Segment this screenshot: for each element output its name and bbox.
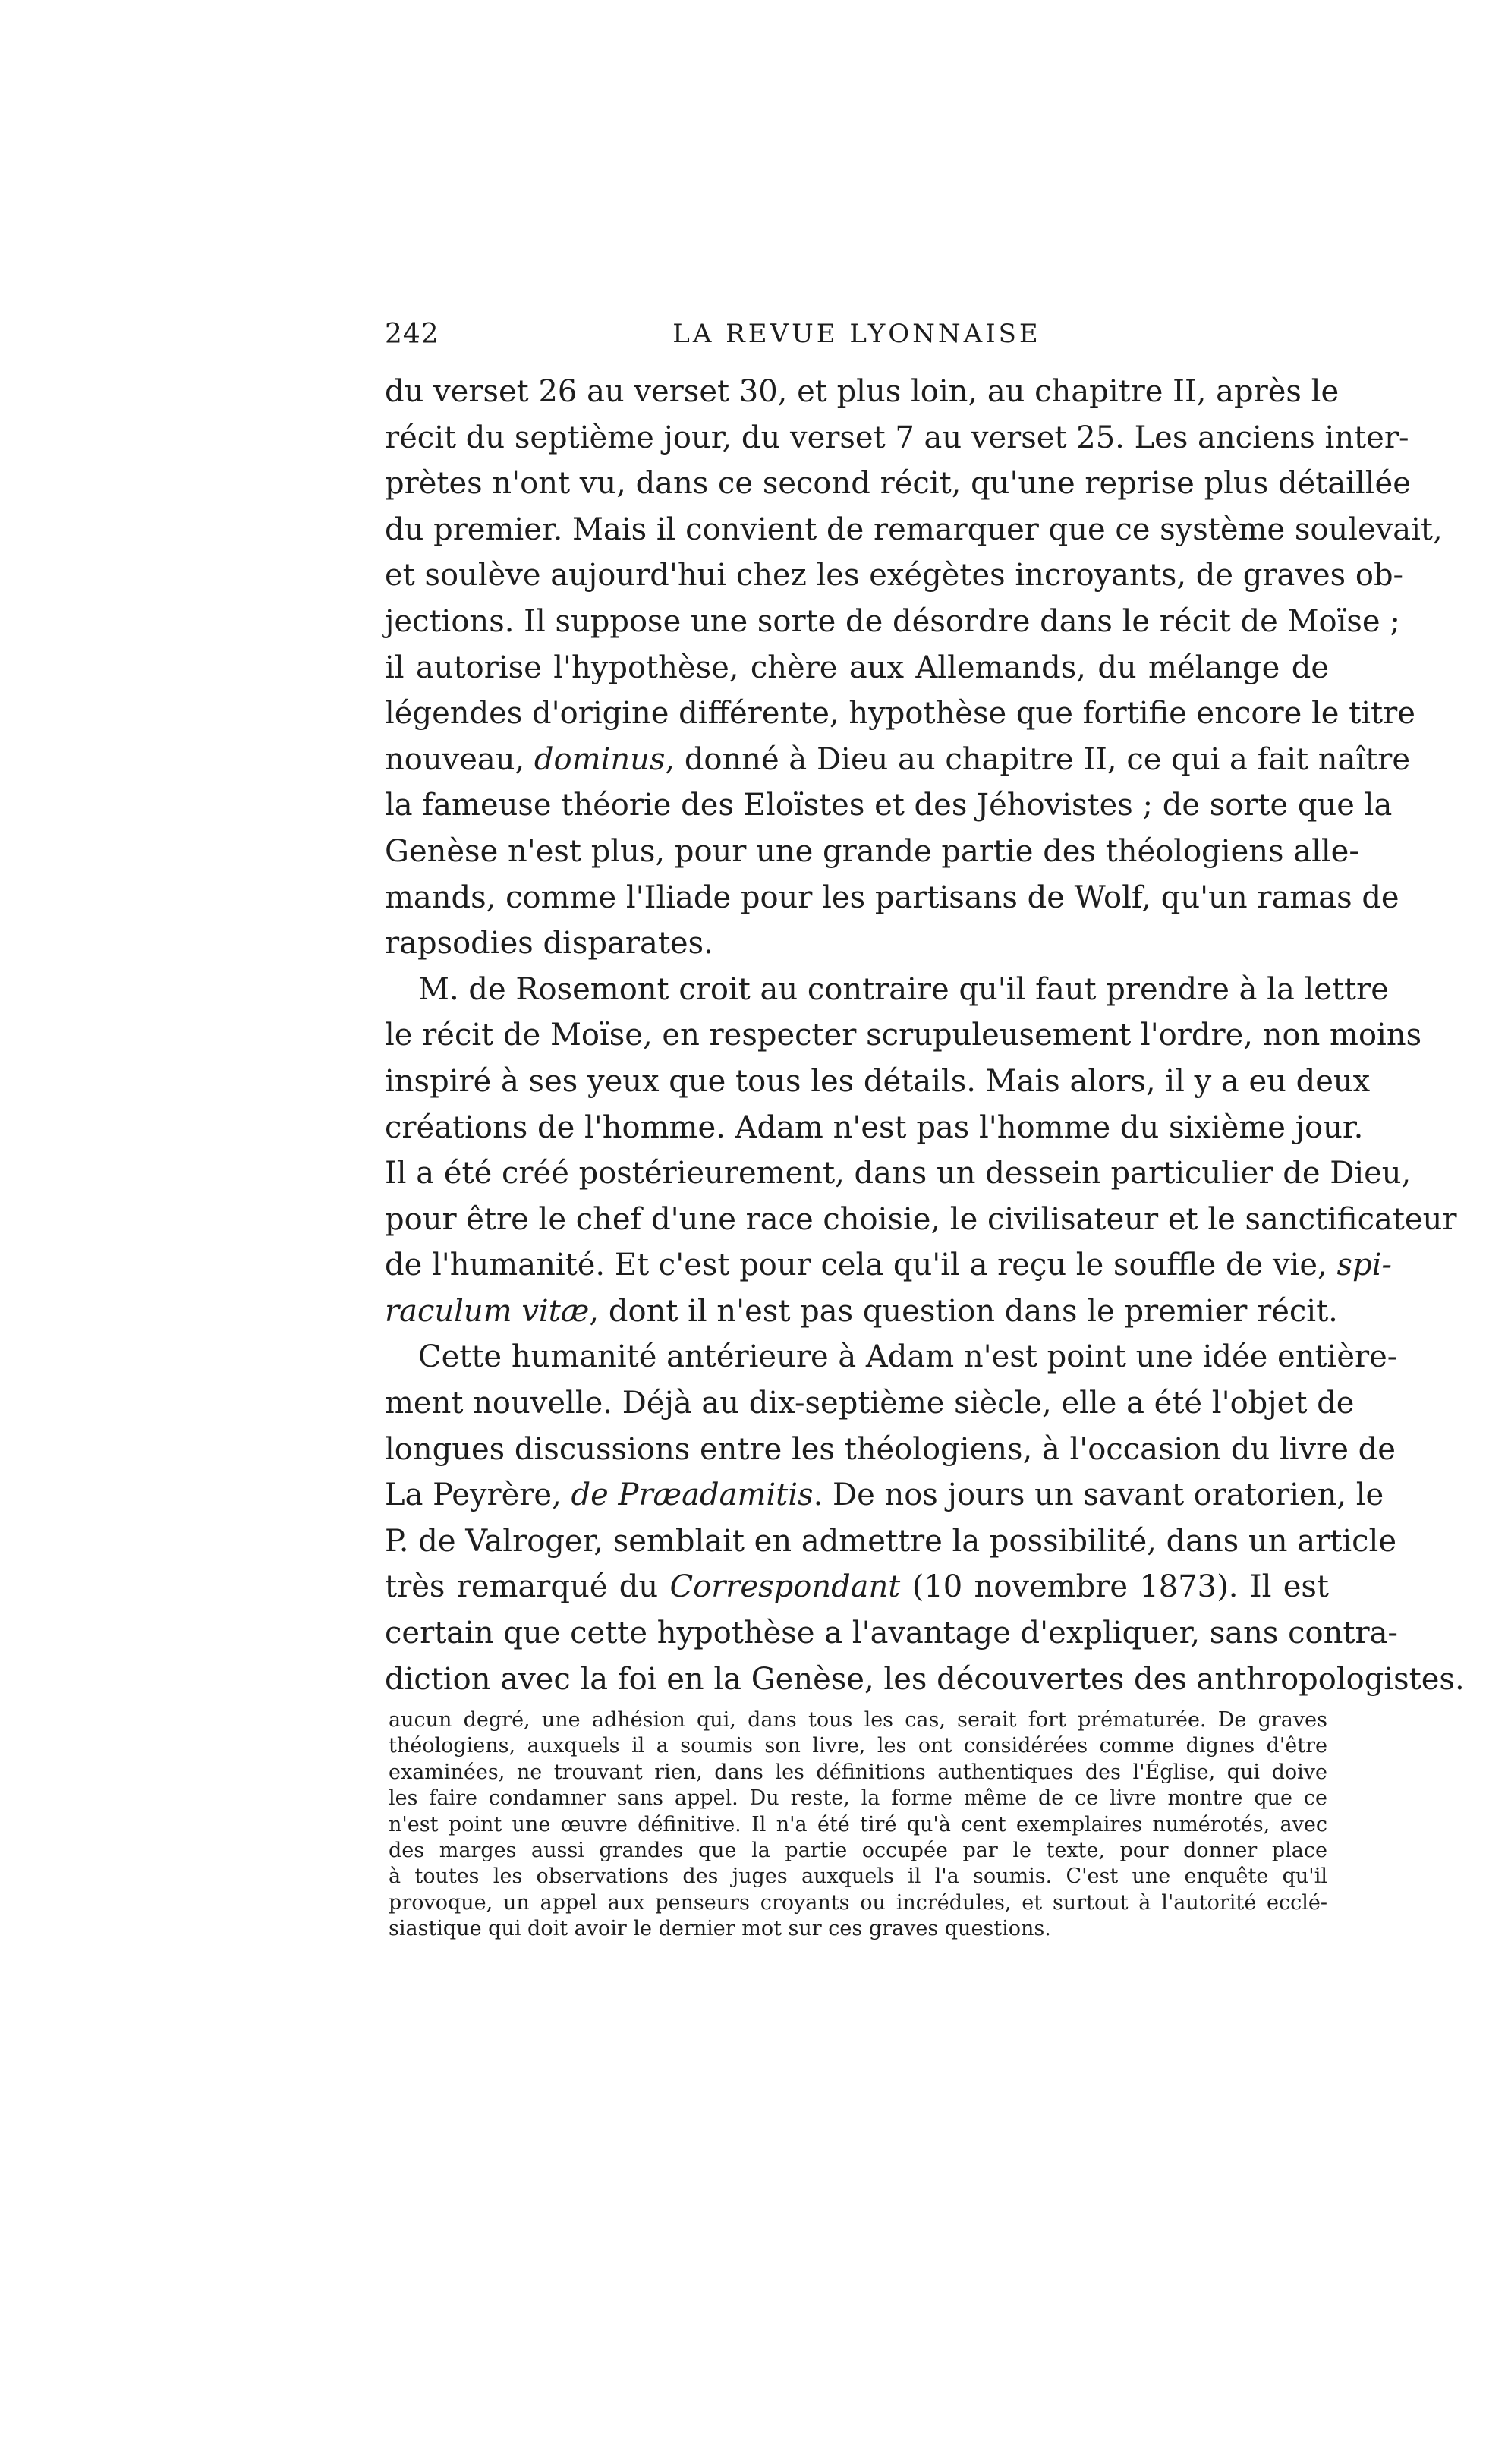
text-line: jections. Il suppose une sorte de désordre dans le récit de Moïse ; [385, 603, 1400, 639]
text-segment: nouveau, [385, 741, 534, 777]
text-line: prètes n'ont vu, dans ce second récit, qu'une reprise plus détaillée [385, 466, 1411, 502]
text-line: pour être le chef d'une race choisie, le civilisateur et le sanctificateur [385, 1201, 1457, 1237]
italic-term: Correspondant [669, 1569, 901, 1605]
italic-term: de Præadamitis [571, 1477, 814, 1513]
text-line: longues discussions entre les théologiens, à l'occasion du livre de [385, 1431, 1396, 1467]
text-line: rapsodies disparates. [385, 926, 713, 961]
text-line: du verset 26 au verset 30, et plus loin, au chapitre II, après le [385, 374, 1340, 409]
footnote-line: siastique qui doit avoir le dernier mot sur ces graves questions. [389, 1917, 1051, 1941]
text-line: P. de Valroger, semblait en admettre la possibilité, dans un article [385, 1523, 1396, 1559]
page-number: 242 [385, 319, 439, 350]
text-line [385, 737, 1411, 783]
italic-term: spi- [1336, 1248, 1392, 1283]
footnote [389, 1707, 1327, 1943]
text-segment: . De nos jours un savant oratorien, le [813, 1477, 1384, 1513]
text-line: créations de l'homme. Adam n'est pas l'homme du sixième jour. [385, 1109, 1364, 1145]
text-line: Cette humanité antérieure à Adam n'est point une idée entière- [418, 1339, 1398, 1375]
text-segment: de l'humanité. Et c'est pour cela qu'il a reçu le souffle de vie, [385, 1248, 1337, 1283]
text-line: du premier. Mais il convient de remarquer que ce système soulevait, [385, 511, 1443, 547]
footnote-line: provoque, un appel aux penseurs croyants ou incrédules, et surtout à l'autorité ecclé- [389, 1890, 1327, 1915]
text-line: Il a été créé postérieurement, dans un dessein particulier de Dieu, [385, 1156, 1412, 1191]
text-line: certain que cette hypothèse a l'avantage d'expliquer, sans contra- [385, 1616, 1398, 1651]
footnote-line: aucun degré, une adhésion qui, dans tous les cas, serait fort prématurée. De graves [389, 1708, 1327, 1732]
footnote-line: examinées, ne trouvant rien, dans les définitions authentiques des l'Église, qui doive [389, 1760, 1327, 1784]
text-segment: très remarqué du [385, 1569, 670, 1605]
text-line: le récit de Moïse, en respecter scrupuleusement l'ordre, non moins [385, 1018, 1422, 1053]
text-segment: , dont il n'est pas question dans le premier récit. [589, 1293, 1338, 1329]
body-text [385, 369, 1465, 1702]
text-line [385, 1472, 1384, 1518]
text-segment: La Peyrère, [385, 1477, 571, 1513]
text-line: la fameuse théorie des Eloïstes et des Jéhovistes ; de sorte que la [385, 788, 1393, 823]
text-line: et soulève aujourd'hui chez les exégètes incroyants, de graves ob- [385, 558, 1404, 593]
text-segment: (10 novembre 1873). Il est [900, 1569, 1329, 1605]
text-line: ment nouvelle. Déjà au dix-septième siècle, elle a été l'objet de [385, 1386, 1355, 1421]
footnote-line: des marges aussi grandes que la partie occupée par le texte, pour donner place [389, 1838, 1327, 1862]
text-line: récit du septième jour, du verset 7 au verset 25. Les anciens inter- [385, 420, 1409, 455]
text-line: Genèse n'est plus, pour une grande partie des théologiens alle- [385, 833, 1359, 869]
journal-title: LA REVUE LYONNAISE [672, 319, 1041, 349]
footnote-line: n'est point une œuvre définitive. Il n'a été tiré qu'à cent exemplaires numérotés, avec [389, 1812, 1327, 1836]
text-line [385, 1289, 1338, 1335]
text-line: M. de Rosemont croit au contraire qu'il faut prendre à la lettre [418, 971, 1389, 1007]
running-head [385, 319, 1329, 357]
text-line: légendes d'origine différente, hypothèse que fortifie encore le titre [385, 696, 1415, 732]
italic-term: dominus [534, 741, 666, 777]
text-line: inspiré à ses yeux que tous les détails. Mais alors, il y a eu deux [385, 1063, 1371, 1099]
footnote-line: théologiens, auxquels il a soumis son livre, les ont considérées comme dignes d'être [389, 1734, 1327, 1758]
text-line: mands, comme l'Iliade pour les partisans de Wolf, qu'un ramas de [385, 880, 1399, 915]
footnote-line: à toutes les observations des juges auxquels il l'a soumis. C'est une enquête qu'il [389, 1865, 1327, 1889]
text-line [385, 1242, 1392, 1289]
text-line [385, 1564, 1329, 1610]
text-line: il autorise l'hypothèse, chère aux Allemands, du mélange de [385, 650, 1329, 685]
text-segment: , donné à Dieu au chapitre II, ce qui a fait naître [665, 741, 1411, 777]
italic-term: raculum vitæ [385, 1293, 590, 1329]
footnote-line: les faire condamner sans appel. Du reste, la forme même de ce livre montre que ce [389, 1786, 1327, 1811]
text-line: diction avec la foi en la Genèse, les découvertes des anthropologistes. [385, 1661, 1465, 1697]
